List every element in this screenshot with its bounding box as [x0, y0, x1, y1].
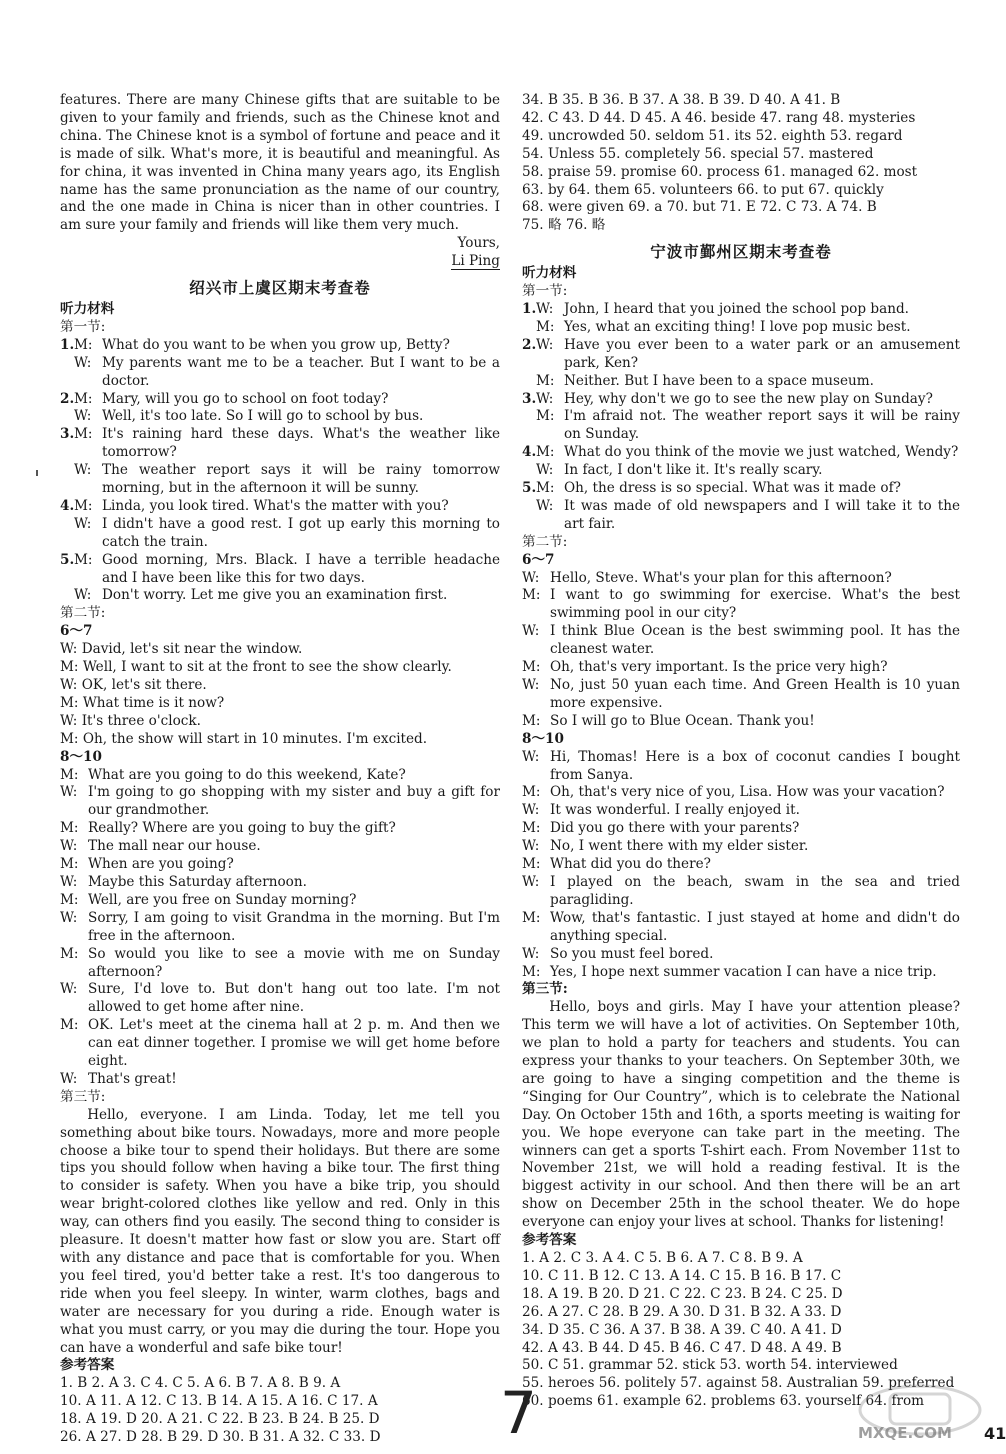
dialogue-text: The mall near our house.: [88, 838, 261, 855]
dialogue-line: M: Oh, the show will start in 10 minutes. I'm excited.: [60, 730, 428, 747]
answer-row: 18. A 19. B 20. D 21. C 22. C 23. B 24. C 25. D: [522, 1285, 843, 1302]
speaker-label: M:: [60, 1017, 79, 1034]
answer-row: 34. B 35. B 36. B 37. A 38. B 39. D 40. A 41. B: [522, 92, 841, 108]
answer-key: [60, 1375, 500, 1447]
part3-passage: Hello, everyone. I am Linda. Today, let me tell you something about bike tours. Nowadays, more and more people choose a bike tour to spend their holidays. But there are some tips you should follow when having a bike tour. The first thing to consider is safety. When you have a bike trip, you should wear bright-colored clothes like yellow and red. Only in this way, can others find you easily. The second thing to consider is pleasure. It doesn't matter how fast or slow you are. Start off with any distance and pace that is comfortable for you. When you feel tired, you'd better take a rest. It's too dangerous to ride when you feel sleepy. In winter, warm clothes, bags and water are necessary for you during a ride. Enough water is what you must carry, or you may die during the tour. Hope you can have a wonderful and safe bike tour!: [60, 1106, 500, 1356]
dialogue-line: [522, 408, 960, 444]
dialogue-line: [60, 337, 500, 355]
speaker-label: W:: [536, 497, 554, 514]
speaker-label: W:: [536, 390, 554, 407]
dialogue-line: [60, 426, 500, 462]
watermark-text: MXQE.COM: [858, 1424, 952, 1442]
item-number: [522, 373, 536, 391]
dialogue-line: [60, 892, 500, 910]
item-number: [60, 516, 74, 552]
dialogue-text: I didn't have a good rest. I got up early this morning to catch the train.: [102, 515, 500, 550]
speaker-label: W:: [522, 945, 540, 962]
dialogue-line: [522, 301, 960, 319]
answer-row: 18. A 19. D 20. A 21. C 22. B 23. B 24. B 25. D: [60, 1411, 380, 1428]
letter-body: features. There are many Chinese gifts that are suitable to be given to your family and friends, such as the Chinese knot and china. The Chinese knot is a symbol of fortune and peace and it is made of silk. What's more, it is beautiful and meaningful. As for china, it was invented in China many years ago, its English name has the same pronunciation as the name of our country, and the one made in China is nicer than in other countries. I am sure your family and friends will like them very much.: [60, 92, 500, 234]
dialogue-line: [522, 677, 960, 713]
speaker-label: M:: [74, 551, 93, 568]
dialogue-text: No, I went there with my elder sister.: [550, 838, 809, 855]
speaker-label: W:: [522, 569, 540, 586]
speaker-label: W:: [60, 909, 78, 926]
speaker-label: M:: [536, 318, 555, 335]
speaker-label: M:: [536, 372, 555, 389]
dialogue-line: [60, 552, 500, 588]
dialogue-text: Sure, I'd love to. But don't hang out too late. I'm not allowed to get home after nine.: [88, 981, 500, 1016]
dialogue-text: Neither. But I have been to a space museum.: [564, 372, 874, 389]
dialogue-line: [522, 910, 960, 946]
dialogue-line: [60, 408, 500, 426]
dialogue-text: What do you want to be when you grow up, Betty?: [102, 336, 450, 353]
dialogue-text: So I will go to Blue Ocean. Thank you!: [550, 712, 815, 729]
answer-row: 34. D 35. C 36. A 37. B 38. A 39. C 40. A 41. D: [522, 1321, 842, 1338]
dialogue-line: [522, 623, 960, 659]
dialogue-line: [522, 964, 960, 982]
speaker-label: W:: [536, 300, 554, 317]
dialogue-text: Oh, that's very important. Is the price very high?: [550, 659, 888, 676]
answer-row: 50. C 51. grammar 52. stick 53. worth 54. interviewed: [522, 1357, 898, 1374]
right-column: [522, 92, 960, 1411]
item-number: 2.: [60, 390, 75, 407]
answer-row: 49. uncrowded 50. seldom 51. its 52. eighth 53. regard: [522, 127, 903, 144]
speaker-label: M:: [522, 784, 541, 801]
group-8-10-label: 8～10: [60, 748, 102, 765]
answer-key-continued: [522, 92, 960, 235]
letter-closing: Yours,: [457, 235, 500, 252]
speaker-label: M:: [522, 856, 541, 873]
dialogue-line: [60, 516, 500, 552]
speaker-label: M:: [60, 891, 79, 908]
speaker-label: M:: [74, 426, 93, 443]
dialogue-text: I'm afraid not. The weather report says it will be rainy on Sunday.: [564, 408, 960, 443]
dialogue-line: W: David, let's sit near the window.: [60, 641, 303, 658]
dialogue-line: [522, 784, 960, 802]
answer-row: 42. A 43. B 44. D 45. B 46. C 47. D 48. A 49. B: [522, 1339, 842, 1356]
dialogue-line: [522, 874, 960, 910]
dialogue-text: I think Blue Ocean is the best swimming pool. It has the cleanest water.: [550, 623, 960, 658]
dialogue-line: [60, 355, 500, 391]
dialogue-text: What did you do there?: [550, 856, 711, 873]
dialogue-line: [522, 570, 960, 588]
speaker-label: W:: [522, 873, 540, 890]
dialogue-line: [522, 391, 960, 409]
dialogue-text: Wow, that's fantastic. I just stayed at home and didn't do anything special.: [550, 909, 960, 944]
dialogue-text: Sorry, I am going to visit Grandma in the morning. But I'm free in the afternoon.: [88, 909, 500, 944]
item-number: [522, 319, 536, 337]
speaker-label: W:: [60, 1070, 78, 1087]
answer-row: 42. C 43. D 44. D 45. A 46. beside 47. rang 48. mysteries: [522, 109, 916, 126]
part2-label: 第二节:: [60, 605, 106, 622]
answer-row: 10. A 11. A 12. C 13. B 14. A 15. A 16. C 17. A: [60, 1393, 378, 1410]
dialogue-line: [60, 981, 500, 1017]
answer-row: 55. heroes 56. politely 57. against 58. Australian 59. preferred: [522, 1375, 955, 1392]
dialogue-line: [60, 391, 500, 409]
item-number: 5.: [522, 480, 537, 497]
handwritten-mark: 7: [500, 1379, 537, 1447]
speaker-label: M:: [60, 945, 79, 962]
dialogue-line: [60, 856, 500, 874]
answer-row: 1. A 2. C 3. A 4. C 5. B 6. A 7. C 8. B 9. A: [522, 1250, 803, 1266]
dialogue-line: [522, 498, 960, 534]
group-6-7-label: 6～7: [60, 623, 93, 640]
item-number: 1.: [60, 336, 75, 353]
dialogue-text: Yes, what an exciting thing! I love pop music best.: [564, 318, 911, 335]
item-number: [60, 587, 74, 605]
item-number: [60, 462, 74, 498]
dialogue-text: OK. Let's meet at the cinema hall at 2 p. m. And then we can eat dinner together. I promise we will get home before eight.: [88, 1017, 500, 1070]
dialogue-line: [60, 1071, 500, 1089]
speaker-label: W:: [522, 677, 540, 693]
dialogue-text: So you must feel bored.: [550, 945, 714, 962]
dialogue-line: [60, 587, 500, 605]
dialogue-text: Have you ever been to a water park or an amusement park, Ken?: [564, 336, 960, 371]
section-title-yinzhou: 宁波市鄞州区期末考查卷: [650, 242, 832, 262]
dialogue-text: What are you going to do this weekend, Kate?: [88, 766, 406, 783]
dialogue-text: Maybe this Saturday afternoon.: [88, 873, 307, 890]
answer-row: 26. A 27. D 28. B 29. D 30. B 31. A 32. C 33. D: [60, 1429, 381, 1446]
speaker-label: M:: [60, 766, 79, 783]
dialogue-text: Hello, Steve. What's your plan for this afternoon?: [550, 569, 892, 586]
dialogue-line: [522, 480, 960, 498]
dialogue-text: Oh, the dress is so special. What was it made of?: [564, 480, 901, 497]
dialogue-text: Oh, that's very nice of you, Lisa. How was your vacation?: [550, 784, 945, 801]
part1-label: 第一节:: [522, 283, 568, 300]
item-number: 1.: [522, 300, 537, 317]
item-number: [60, 355, 74, 391]
item-number: 4.: [522, 444, 537, 461]
speaker-label: W:: [522, 748, 540, 765]
dialogue-line: [522, 838, 960, 856]
dialogue-text: Hey, why don't we go to see the new play on Sunday?: [564, 390, 933, 407]
item-number: 3.: [60, 426, 75, 443]
item-number: 2.: [522, 336, 537, 353]
dialogue-text: It was wonderful. I really enjoyed it.: [550, 802, 800, 819]
speaker-label: M:: [60, 856, 79, 873]
item-number: 4.: [60, 497, 75, 514]
dialogue-line: [522, 820, 960, 838]
dialogue-text: My parents want me to be a teacher. But I want to be a doctor.: [102, 354, 500, 389]
speaker-label: M:: [536, 408, 555, 425]
dialogue-line: M: What time is it now?: [60, 694, 225, 711]
dialogue-line: [60, 838, 500, 856]
letter-signature: Li Ping: [451, 253, 500, 270]
part3-passage: Hello, boys and girls. May I have your attention please? This term we will have a lot of activities. On September 10th, we plan to hold a party for teachers and students. You can express your thanks to your teachers. On September 30th, we are going to have a singing competition and the theme is “Singing for Our Country”, which is to celebrate the National Day. On October 15th and 16th, a sports meeting is waiting for you. We hope everyone can take part in the meeting. The winners can get a sports T-shirt each. From November 11st to November 21st, we will hold a reading festival. It is the biggest activity in our school. And then there will be an art show on December 25th in the school theater. We do hope everyone can enjoy your lives at school. Thanks for listening!: [522, 999, 960, 1231]
dialogue-line: W: OK, let's sit there.: [60, 677, 207, 693]
answer-row: 68. were given 69. a 70. but 71. E 72. C 73. A 74. B: [522, 199, 877, 216]
answer-row: 10. C 11. B 12. C 13. A 14. C 15. B 16. B 17. C: [522, 1267, 842, 1284]
item-number: [60, 408, 74, 426]
dialogue-line: [522, 587, 960, 623]
dialogue-line: [60, 498, 500, 516]
speaker-label: W:: [522, 838, 540, 855]
group-8-10-dialogue: [60, 767, 500, 1089]
dialogue-text: Yes, I hope next summer vacation I can have a nice trip.: [550, 963, 937, 980]
dialogue-line: M: Well, I want to sit at the front to see the show clearly.: [60, 659, 452, 676]
speaker-label: W:: [60, 981, 78, 998]
listening-label: 听力材料: [522, 265, 577, 282]
group-8-10-label: 8～10: [522, 730, 564, 747]
speaker-label: W:: [60, 784, 78, 801]
dialogue-text: Good morning, Mrs. Black. I have a terrible headache and I have been like this for two days.: [102, 551, 500, 586]
speaker-label: M:: [522, 963, 541, 980]
dialogue-line: [522, 713, 960, 731]
speaker-label: W:: [60, 838, 78, 855]
group-6-7-dialogue: [522, 570, 960, 731]
dialogue-line: [60, 874, 500, 892]
speaker-label: M:: [536, 444, 555, 461]
speaker-label: W:: [74, 462, 92, 479]
margin-mark: [36, 470, 38, 476]
dialogue-line: [522, 749, 960, 785]
dialogue-text: I want to go swimming for exercise. What's the best swimming pool in our city?: [550, 587, 960, 622]
dialogue-text: John, I heard that you joined the school pop band.: [564, 300, 909, 317]
dialogue-text: Really? Where are you going to buy the gift?: [88, 820, 396, 837]
dialogue-text: No, just 50 yuan each time. And Green Health is 10 yuan more expensive.: [550, 677, 960, 711]
answer-row: 26. A 27. C 28. B 29. A 30. D 31. B 32. A 33. D: [522, 1303, 842, 1320]
item-number: [522, 462, 536, 480]
dialogue-text: Did you go there with your parents?: [550, 820, 800, 837]
answer-row: 63. by 64. them 65. volunteers 66. to put 67. quickly: [522, 181, 884, 198]
speaker-label: M:: [522, 712, 541, 729]
dialogue-line: [522, 856, 960, 874]
dialogue-line: [60, 784, 500, 820]
speaker-label: M:: [74, 390, 93, 407]
speaker-label: W:: [60, 873, 78, 890]
part2-label: 第二节:: [522, 533, 568, 550]
dialogue-line: [522, 444, 960, 462]
dialogue-text: Hi, Thomas! Here is a box of coconut candies I bought from Sanya.: [550, 748, 960, 783]
speaker-label: W:: [522, 802, 540, 819]
dialogue-text: The weather report says it will be rainy tomorrow morning, but in the afternoon it will be sunny.: [102, 462, 500, 497]
speaker-label: M:: [522, 659, 541, 676]
dialogue-line: [522, 373, 960, 391]
speaker-label: W:: [74, 515, 92, 532]
part1-dialogues: [522, 301, 960, 534]
dialogue-line: [522, 946, 960, 964]
group-8-10-dialogue: [522, 749, 960, 982]
dialogue-text: In fact, I don't like it. It's really scary.: [564, 462, 823, 479]
item-number: [522, 498, 536, 534]
speaker-label: M:: [74, 497, 93, 514]
part3-label: 第三节:: [60, 1088, 106, 1105]
speaker-label: M:: [60, 820, 79, 837]
dialogue-text: Mary, will you go to school on foot today?: [102, 390, 389, 407]
speaker-label: M:: [536, 480, 555, 497]
speaker-label: M:: [522, 820, 541, 837]
answer-row: 58. praise 59. promise 60. process 61. managed 62. most: [522, 163, 918, 180]
part3-label: 第三节:: [522, 981, 568, 998]
dialogue-line: [522, 337, 960, 373]
page-number: 41: [984, 1424, 1006, 1443]
answer-row: 1. B 2. A 3. C 4. C 5. A 6. B 7. A 8. B 9. A: [60, 1375, 341, 1392]
dialogue-text: So would you like to see a movie with me on Sunday afternoon?: [88, 945, 500, 980]
dialogue-text: Don't worry. Let me give you an examination first.: [102, 587, 448, 604]
dialogue-text: I'm going to go shopping with my sister and buy a gift for our grandmother.: [88, 784, 500, 819]
dialogue-line: [522, 319, 960, 337]
dialogue-text: When are you going?: [88, 856, 234, 873]
speaker-label: W:: [536, 462, 554, 479]
speaker-label: M:: [74, 336, 93, 353]
dialogue-line: [60, 820, 500, 838]
dialogue-text: It was made of old newspapers and I will take it to the art fair.: [564, 497, 960, 532]
speaker-label: M:: [522, 587, 541, 604]
item-number: 5.: [60, 551, 75, 568]
answers-label: 参考答案: [60, 1357, 115, 1374]
dialogue-line: [60, 910, 500, 946]
part1-dialogues: [60, 337, 500, 606]
answer-row: 60. poems 61. example 62. problems 63. yourself 64. from: [522, 1393, 925, 1410]
left-column: [60, 92, 500, 1447]
answer-row: 75. 略 76. 略: [522, 217, 606, 234]
dialogue-line: [60, 462, 500, 498]
dialogue-line: [522, 462, 960, 480]
group-6-7-dialogue: [60, 641, 500, 748]
item-number: [522, 408, 536, 444]
speaker-label: W:: [74, 587, 92, 604]
dialogue-text: Well, it's too late. So I will go to school by bus.: [102, 408, 424, 425]
dialogue-text: What do you think of the movie we just watched, Wendy?: [564, 444, 959, 461]
dialogue-line: [60, 946, 500, 982]
speaker-label: W:: [536, 336, 554, 353]
dialogue-text: Linda, you look tired. What's the matter with you?: [102, 497, 449, 514]
item-number: 3.: [522, 390, 537, 407]
section-title-shangyu: 绍兴市上虞区期末考查卷: [189, 278, 371, 298]
dialogue-text: It's raining hard these days. What's the weather like tomorrow?: [102, 426, 500, 461]
answer-row: 54. Unless 55. completely 56. special 57. mastered: [522, 145, 874, 162]
group-6-7-label: 6～7: [522, 551, 555, 568]
dialogue-line: [60, 1017, 500, 1071]
dialogue-line: [522, 659, 960, 677]
dialogue-line: W: It's three o'clock.: [60, 712, 201, 729]
speaker-label: M:: [522, 909, 541, 926]
answers-label: 参考答案: [522, 1232, 577, 1249]
dialogue-text: Well, are you free on Sunday morning?: [88, 891, 357, 908]
dialogue-text: That's great!: [88, 1070, 177, 1087]
dialogue-text: I played on the beach, swam in the sea and tried paragliding.: [550, 873, 960, 908]
part1-label: 第一节:: [60, 318, 106, 335]
dialogue-line: [60, 767, 500, 785]
listening-label: 听力材料: [60, 300, 115, 317]
speaker-label: W:: [522, 623, 540, 640]
speaker-label: W:: [74, 408, 92, 425]
dialogue-line: [522, 802, 960, 820]
speaker-label: W:: [74, 354, 92, 371]
